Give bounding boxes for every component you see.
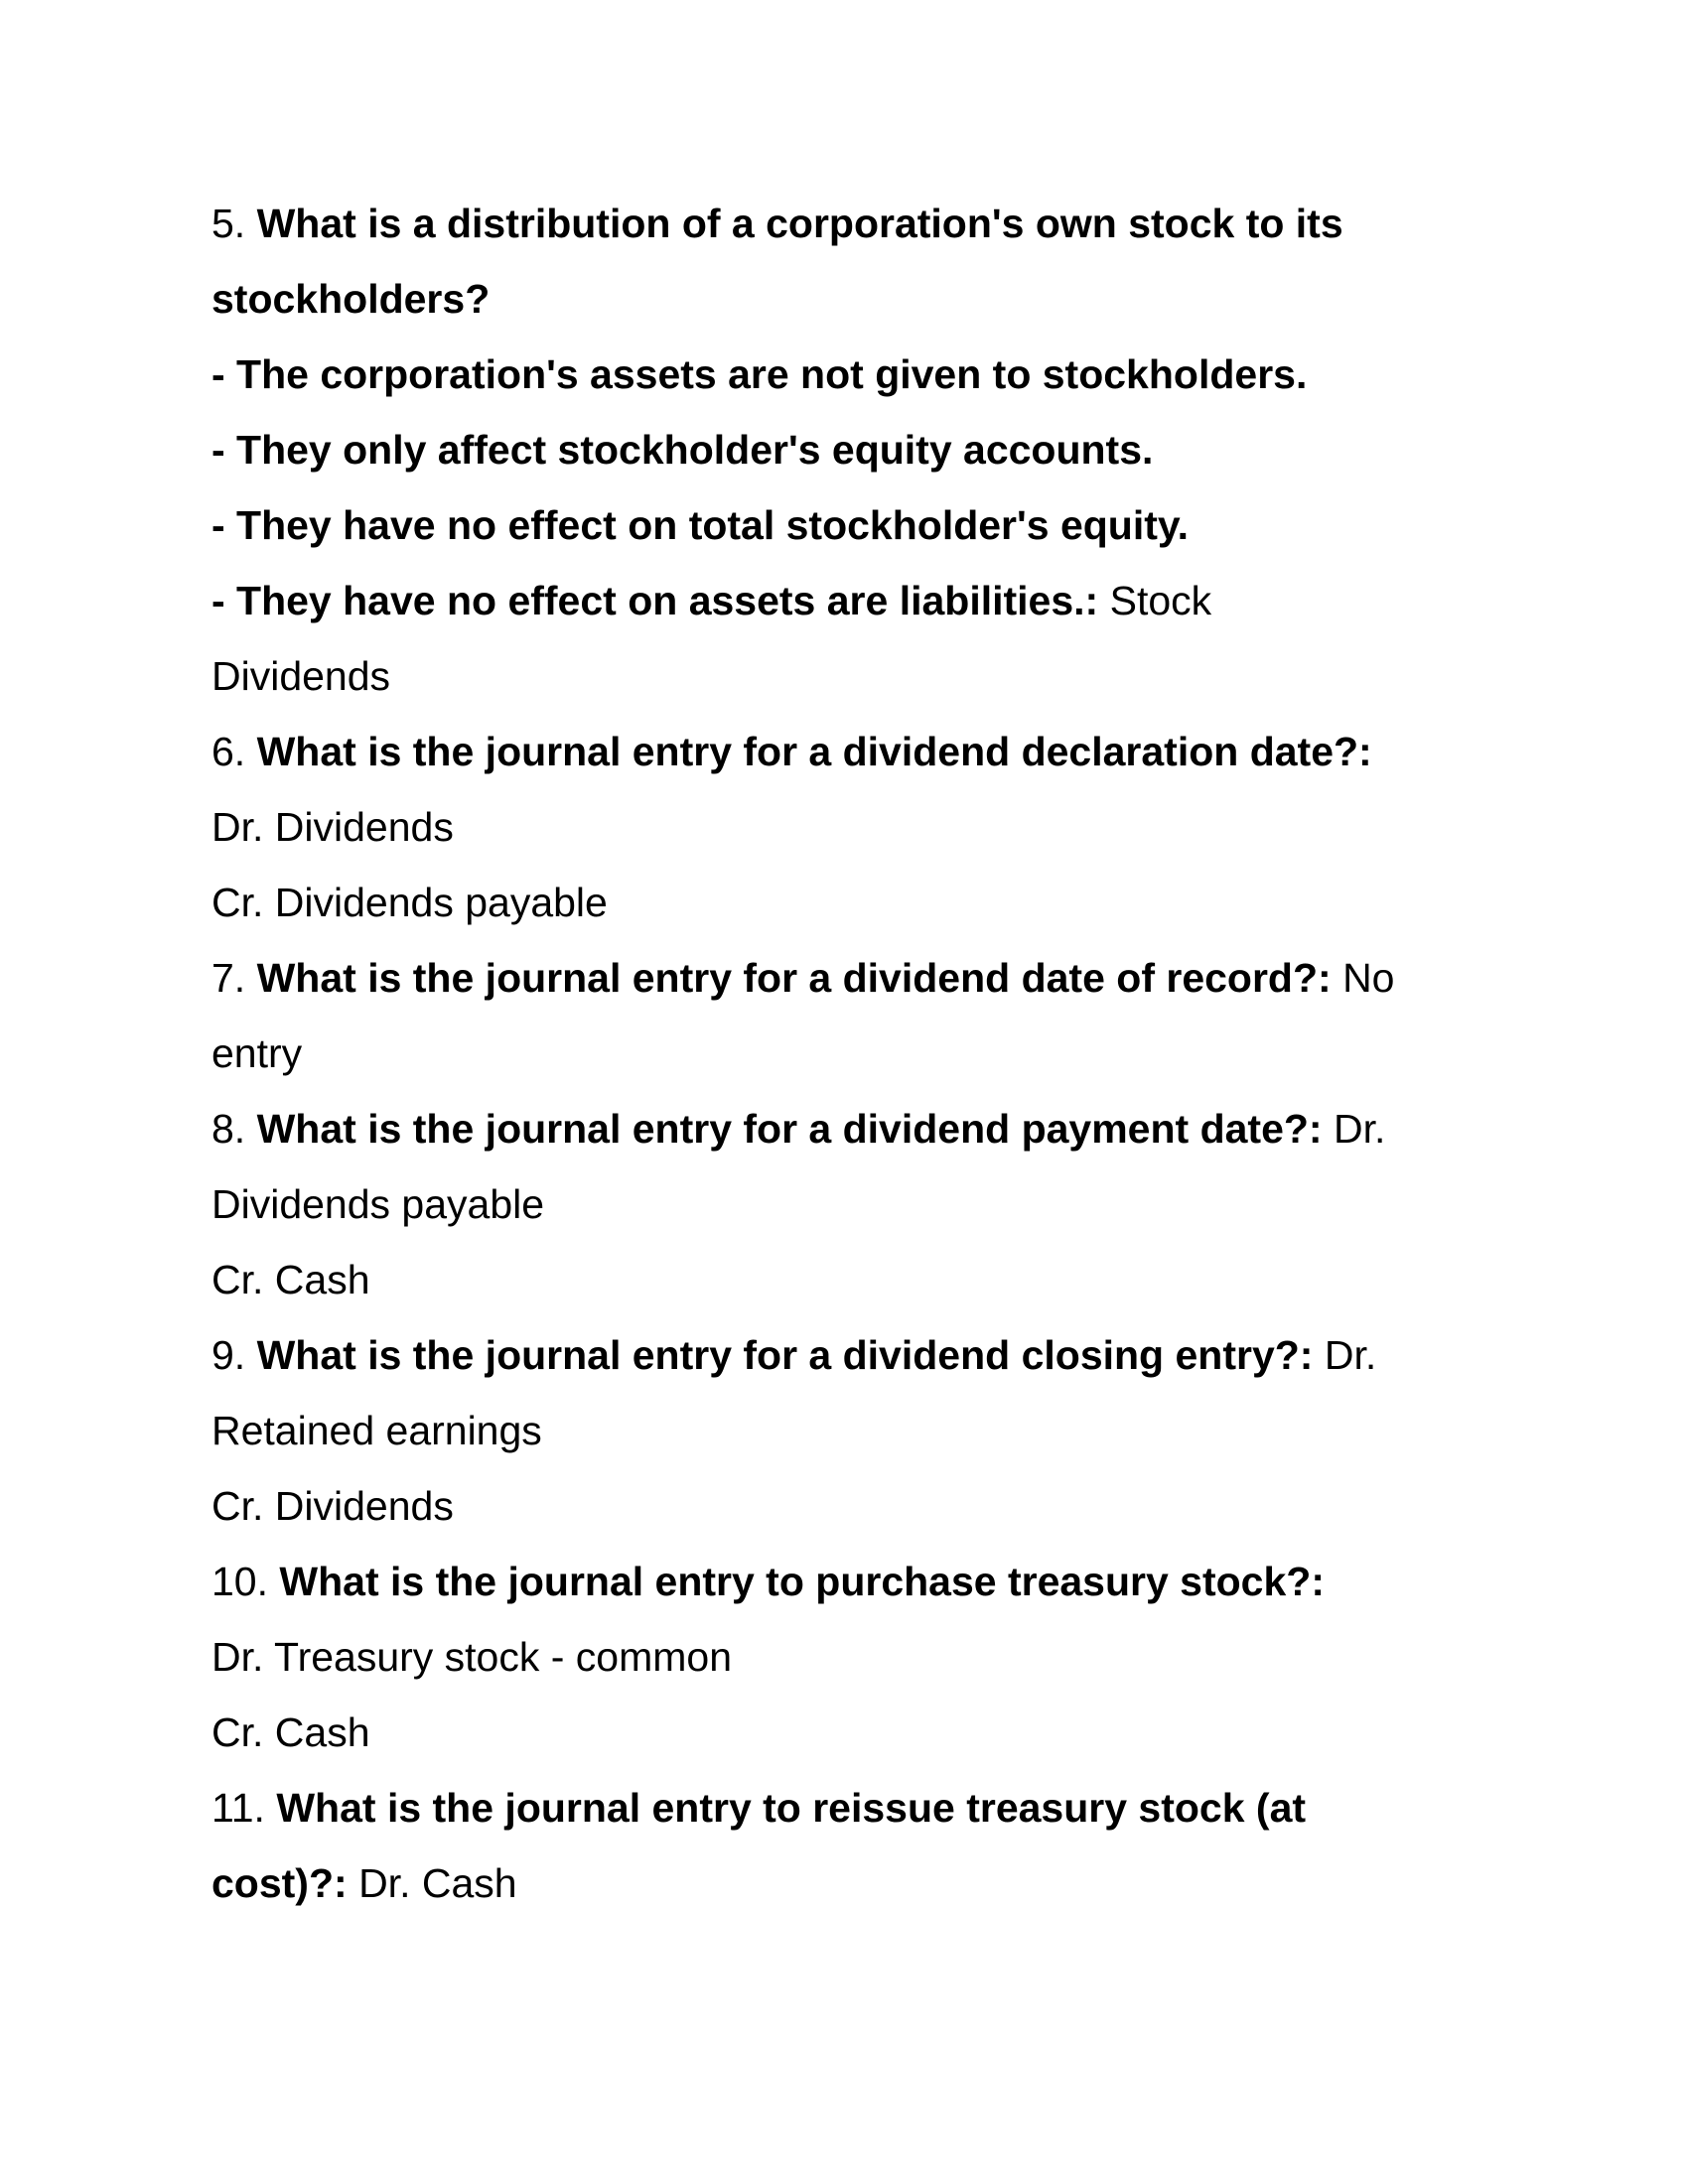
document-page [211,186,1502,1921]
item-number: 7. [211,955,246,1001]
item-number: 10. [211,1559,268,1604]
answer-text: Dr. [1324,1332,1377,1378]
item-10-line-1 [211,1544,1502,1619]
question-text: What is the journal entry to purchase treasury stock?: [279,1559,1325,1604]
item-10-answer-line-1: Dr. Treasury stock - common [211,1634,733,1680]
item-6-line-1 [211,714,1502,789]
item-9-answer-line-3: Cr. Dividends [211,1483,454,1529]
item-number: 5. [211,201,246,246]
item-8-answer-line-2: Dividends payable [211,1181,545,1227]
answer-text: Dr. [1333,1106,1386,1152]
question-text: What is the journal entry for a dividend payment date?: [256,1106,1323,1152]
item-5-answer-line-2: Dividends [211,653,391,699]
item-5-line-5: - They have no effect on total stockholder's equity. [211,502,1190,548]
item-7-line-1 [211,940,1502,1016]
question-text: - They have no effect on assets are liabilities.: [211,578,1099,623]
item-5-line-1 [211,186,1502,261]
item-5-line-6 [211,563,1502,638]
item-10-answer-line-2: Cr. Cash [211,1709,370,1755]
answer-text: Stock [1109,578,1212,623]
question-text: What is a distribution of a corporation's own stock to its [256,201,1343,246]
question-text: What is the journal entry for a dividend closing entry?: [256,1332,1314,1378]
answer-text: No [1342,955,1395,1001]
answer-text: Dr. Cash [358,1860,517,1906]
item-11-line-1 [211,1770,1502,1845]
item-11-line-2 [211,1845,1502,1921]
item-6-answer-line-1: Dr. Dividends [211,804,454,850]
item-9-answer-line-2: Retained earnings [211,1408,542,1453]
question-text: cost)?: [211,1860,348,1906]
item-5-line-4: - They only affect stockholder's equity accounts. [211,427,1154,473]
item-number: 9. [211,1332,246,1378]
question-text: What is the journal entry to reissue treasury stock (at [276,1785,1307,1831]
question-text: What is the journal entry for a dividend date of record?: [256,955,1332,1001]
item-7-answer-line-2: entry [211,1030,303,1076]
item-8-answer-line-3: Cr. Cash [211,1257,370,1302]
item-6-answer-line-2: Cr. Dividends payable [211,880,608,925]
item-5-line-2: stockholders? [211,276,491,322]
item-8-line-1 [211,1091,1502,1166]
item-number: 8. [211,1106,246,1152]
item-number: 6. [211,729,246,774]
item-9-line-1 [211,1317,1502,1393]
question-text: What is the journal entry for a dividend declaration date?: [256,729,1372,774]
item-number: 11. [211,1785,265,1831]
item-5-line-3: - The corporation's assets are not given to stockholders. [211,351,1308,397]
